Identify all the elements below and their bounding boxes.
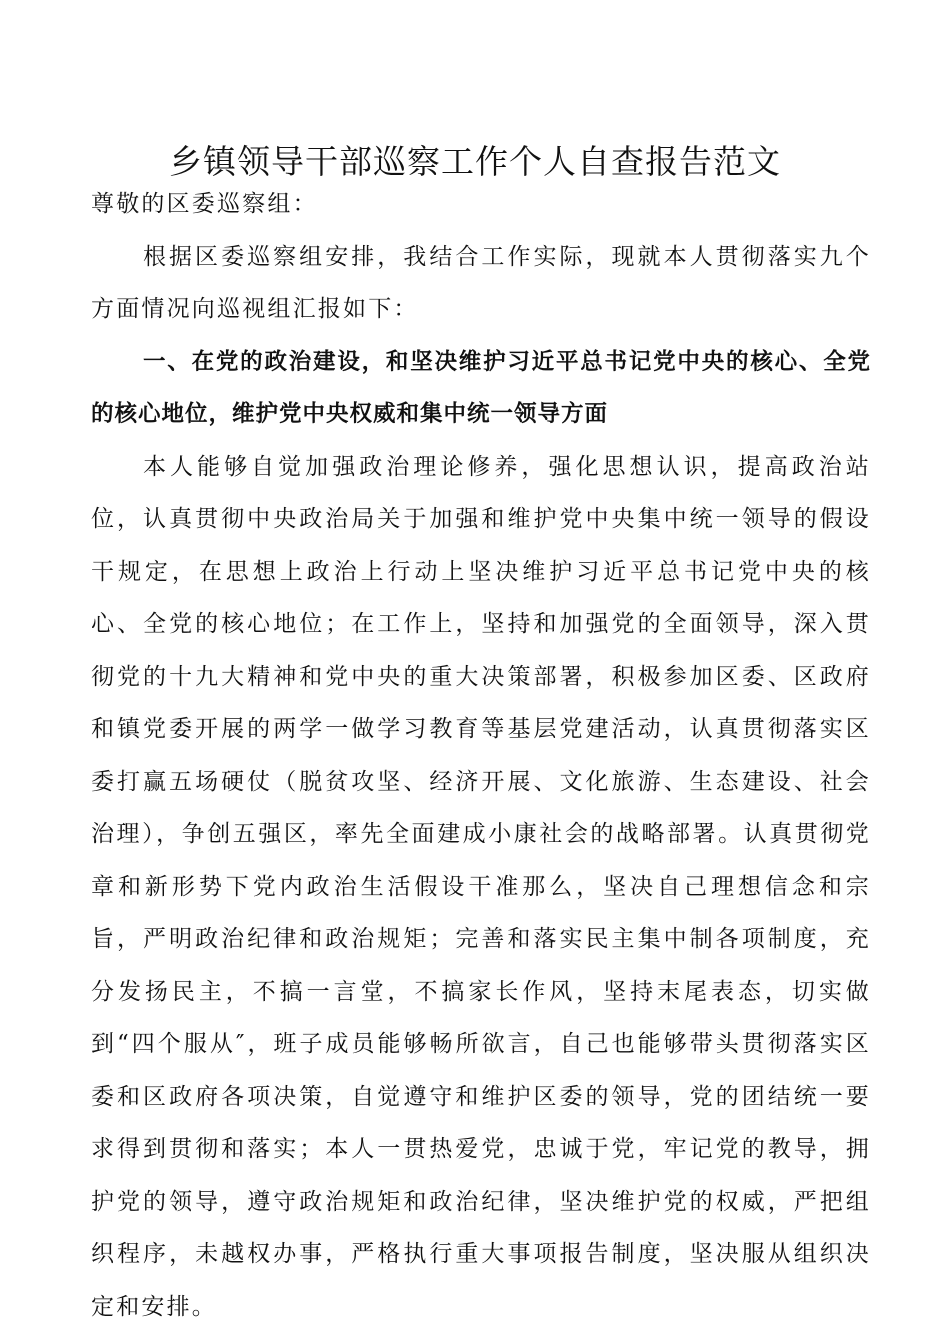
document-body xyxy=(91,178,871,1333)
document-title: 乡镇领导干部巡察工作个人自查报告范文 xyxy=(169,142,781,181)
section-heading: 一、在党的政治建设，和坚决维护习近平总书记党中央的核心、全党的核心地位，维护党中央权威和集中统一领导方面 xyxy=(91,348,871,427)
section-body-paragraph: 本人能够自觉加强政治理论修养，强化思想认识，提高政治站位，认真贯彻中央政治局关于加强和维护党中央集中统一领导的假设干规定，在思想上政治上行动上坚决维护习近平总书记党中央的核心、全党的核心地位；在工作上，坚持和加强党的全面领导，深入贯彻党的十九大精神和党中央的重大决策部署，积极参加区委、区政府和镇党委开展的两学一做学习教育等基层党建活动，认真贯彻落实区委打赢五场硬仗（脱贫攻坚、经济开展、文化旅游、生态建设、社会治理），争创五强区，率先全面建成小康社会的战略部署。认真贯彻党章和新形势下党内政治生活假设干准那么，坚决自己理想信念和宗旨，严明政治纪律和政治规矩；完善和落实民主集中制各项制度，充分发扬民主，不搞一言堂，不搞家长作风，坚持末尾表态，切实做到“四个服从″，班子成员能够畅所欲言，自己也能够带头贯彻落实区委和区政府各项决策，自觉遵守和维护区委的领导，党的团结统一要求得到贯彻和落实；本人一贯热爱党，忠诚于党，牢记党的教导，拥护党的领导，遵守政治规矩和政治纪律，坚决维护党的权威，严把组织程序，未越权办事，严格执行重大事项报告制度，坚决服从组织决定和安排。 xyxy=(91,453,871,1320)
intro-paragraph: 根据区委巡察组安排，我结合工作实际，现就本人贯彻落实九个方面情况向巡视组汇报如下： xyxy=(91,243,871,322)
salutation: 尊敬的区委巡察组： xyxy=(91,191,318,217)
